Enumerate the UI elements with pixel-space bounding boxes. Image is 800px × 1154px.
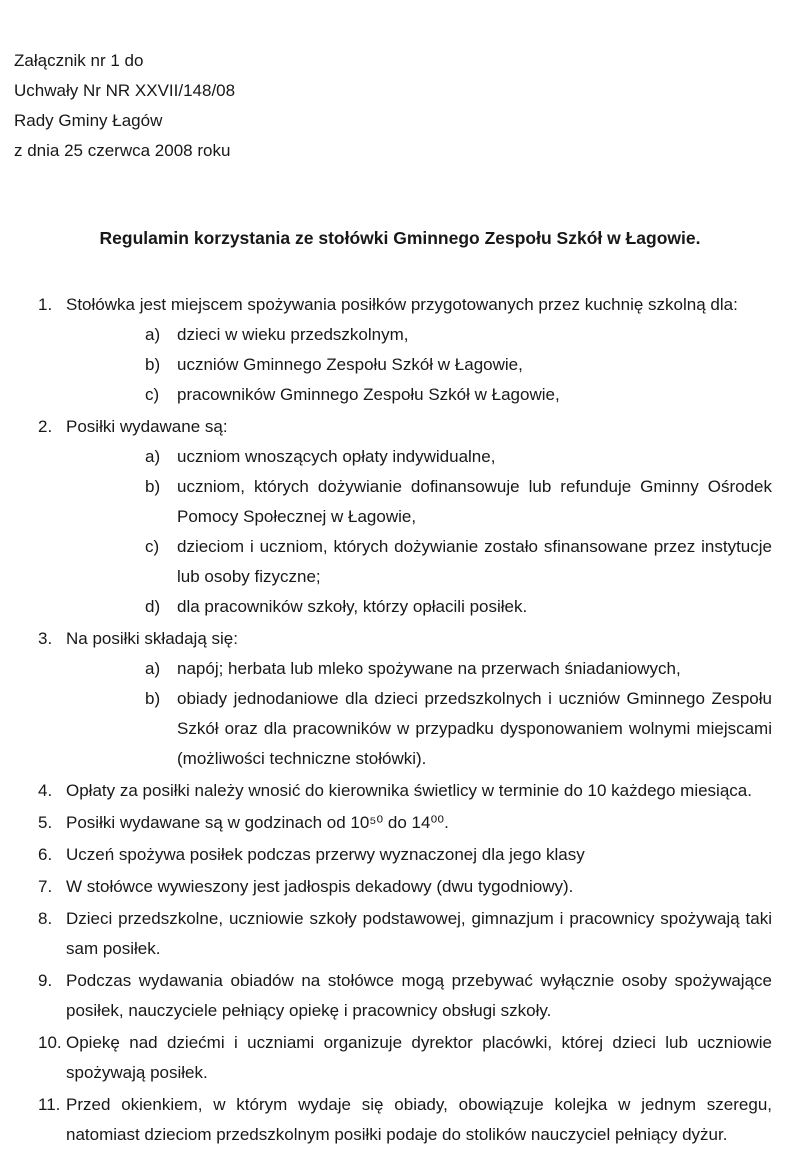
- list-item-1: [38, 290, 772, 410]
- list-item-6: [38, 840, 772, 870]
- subitem-letter: a): [145, 447, 161, 466]
- item-text: W stołówce wywieszony jest jadłospis dekadowy (dwu tygodniowy).: [66, 877, 574, 896]
- subitem-text: dzieciom i uczniom, których dożywianie zostało sfinansowane przez instytucje lub osoby fizyczne;: [177, 537, 772, 586]
- list-subitem-3b: [66, 684, 772, 774]
- list-item-3: [38, 624, 772, 774]
- item-text: Uczeń spożywa posiłek podczas przerwy wyznaczonej dla jego klasy: [66, 845, 585, 864]
- list-subitem-2a: [66, 442, 772, 472]
- subitem-letter: d): [145, 597, 161, 616]
- list-subitem-1b: [66, 350, 772, 380]
- subitem-text: pracowników Gminnego Zespołu Szkół w Łagowie,: [177, 385, 560, 404]
- item-number: 5.: [38, 813, 53, 832]
- list-item-4: [38, 776, 772, 806]
- item-text: Przed okienkiem, w którym wydaje się obiady, obowiązuje kolejka w jednym szeregu, natomiast dzieciom przedszkolnym posiłki podaje do stolików nauczyciel pełniący dyżur.: [66, 1095, 772, 1144]
- item-number: 9.: [38, 971, 53, 990]
- subitem-text: dzieci w wieku przedszkolnym,: [177, 325, 409, 344]
- subitem-letter: a): [145, 659, 161, 678]
- attachment-header: [14, 46, 235, 166]
- list-subitem-2c: [66, 532, 772, 592]
- list-subitem-2d: [66, 592, 772, 622]
- item-text: Dzieci przedszkolne, uczniowie szkoły podstawowej, gimnazjum i pracownicy spożywają taki sam posiłek.: [66, 909, 772, 958]
- item-text: Posiłki wydawane są:: [66, 417, 228, 436]
- list-item-8: [38, 904, 772, 964]
- list-item-2: [38, 412, 772, 622]
- subitem-letter: a): [145, 325, 161, 344]
- list-item-5: [38, 808, 772, 838]
- subitem-letter: b): [145, 355, 161, 374]
- list-item-11: [38, 1090, 772, 1150]
- list-item-7: [38, 872, 772, 902]
- subitem-letter: b): [145, 477, 161, 496]
- item-number: 6.: [38, 845, 53, 864]
- item-number: 11.: [38, 1095, 61, 1114]
- document-title: Regulamin korzystania ze stołówki Gminnego Zespołu Szkół w Łagowie.: [99, 228, 701, 248]
- item-text: Opłaty za posiłki należy wnosić do kierownika świetlicy w terminie do 10 każdego miesiąca.: [66, 781, 752, 800]
- item-text: Posiłki wydawane są w godzinach od 10⁵⁰ do 14⁰⁰.: [66, 813, 449, 832]
- item-text: Podczas wydawania obiadów na stołówce mogą przebywać wyłącznie osoby spożywające posiłek, nauczyciele pełniący opiekę i pracownicy obsługi szkoły.: [66, 971, 772, 1020]
- item-number: 8.: [38, 909, 53, 928]
- item-text: Na posiłki składają się:: [66, 629, 238, 648]
- subitem-text: napój; herbata lub mleko spożywane na przerwach śniadaniowych,: [177, 659, 681, 678]
- item-text: Opiekę nad dziećmi i uczniami organizuje dyrektor placówki, której dzieci lub uczniowie spożywają posiłek.: [66, 1033, 772, 1082]
- subitem-text: obiady jednodaniowe dla dzieci przedszkolnych i uczniów Gminnego Zespołu Szkół oraz dla pracowników w przypadku dysponowaniem wolnymi miejscami (możliwości techniczne stołówki).: [177, 689, 772, 768]
- item-number: 1.: [38, 295, 53, 314]
- item-number: 3.: [38, 629, 53, 648]
- list-subitem-1a: [66, 320, 772, 350]
- item-text: Stołówka jest miejscem spożywania posiłków przygotowanych przez kuchnię szkolną dla:: [66, 295, 738, 314]
- attachment-header-line: Uchwały Nr NR XXVII/148/08: [14, 81, 236, 100]
- item-number: 7.: [38, 877, 53, 896]
- item-number: 4.: [38, 781, 53, 800]
- item-number: 10.: [38, 1033, 62, 1052]
- list-subitem-2b: [66, 472, 772, 532]
- subitem-text: dla pracowników szkoły, którzy opłacili posiłek.: [177, 597, 528, 616]
- list-subitem-3a: [66, 654, 772, 684]
- subitem-letter: c): [145, 385, 160, 404]
- list-subitem-1c: [66, 380, 772, 410]
- attachment-header-line: Załącznik nr 1 do: [14, 51, 144, 70]
- attachment-header-line: z dnia 25 czerwca 2008 roku: [14, 141, 231, 160]
- subitem-letter: c): [145, 537, 160, 556]
- subitem-text: uczniom, których dożywianie dofinansowuje lub refunduje Gminny Ośrodek Pomocy Społecznej w Łagowie,: [177, 477, 772, 526]
- list-item-9: [38, 966, 772, 1026]
- list-item-10: [38, 1028, 772, 1088]
- subitem-text: uczniom wnoszących opłaty indywidualne,: [177, 447, 496, 466]
- subitem-letter: b): [145, 689, 161, 708]
- attachment-header-line: Rady Gminy Łagów: [14, 111, 163, 130]
- item-number: 2.: [38, 417, 53, 436]
- subitem-text: uczniów Gminnego Zespołu Szkół w Łagowie,: [177, 355, 523, 374]
- regulation-list: [38, 290, 772, 1152]
